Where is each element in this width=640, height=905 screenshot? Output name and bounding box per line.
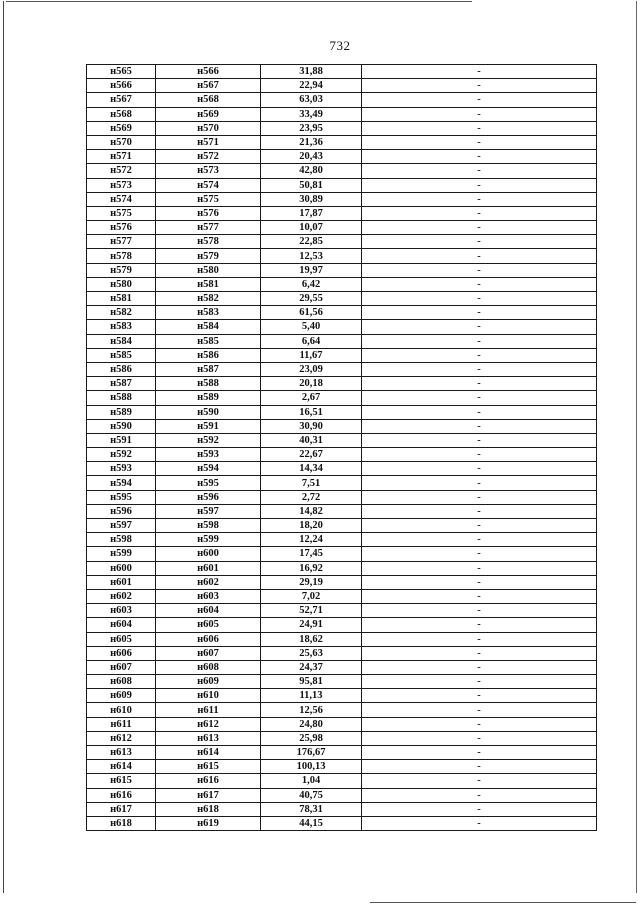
from-point-cell: н609 <box>87 689 156 703</box>
length-cell: 40,75 <box>261 788 362 802</box>
note-cell: - <box>362 675 597 689</box>
table-row <box>87 646 597 660</box>
note-cell: - <box>362 292 597 306</box>
note-cell: - <box>362 504 597 518</box>
table-row <box>87 703 597 717</box>
table-row <box>87 263 597 277</box>
to-point-cell: н589 <box>156 391 261 405</box>
note-cell: - <box>362 419 597 433</box>
to-point-cell: н573 <box>156 164 261 178</box>
note-cell: - <box>362 362 597 376</box>
length-cell: 24,80 <box>261 717 362 731</box>
from-point-cell: н600 <box>87 561 156 575</box>
from-point-cell: н583 <box>87 320 156 334</box>
table-row <box>87 675 597 689</box>
from-point-cell: н614 <box>87 760 156 774</box>
from-point-cell: н579 <box>87 263 156 277</box>
page-number: 732 <box>329 38 351 53</box>
note-cell: - <box>362 164 597 178</box>
table-row <box>87 462 597 476</box>
note-cell: - <box>362 746 597 760</box>
to-point-cell: н576 <box>156 206 261 220</box>
to-point-cell: н587 <box>156 362 261 376</box>
length-cell: 11,67 <box>261 348 362 362</box>
to-point-cell: н604 <box>156 604 261 618</box>
from-point-cell: н592 <box>87 448 156 462</box>
table-row <box>87 788 597 802</box>
from-point-cell: н582 <box>87 306 156 320</box>
length-cell: 5,40 <box>261 320 362 334</box>
table-row <box>87 362 597 376</box>
note-cell: - <box>362 448 597 462</box>
to-point-cell: н594 <box>156 462 261 476</box>
length-cell: 22,67 <box>261 448 362 462</box>
table-row <box>87 547 597 561</box>
length-cell: 17,45 <box>261 547 362 561</box>
from-point-cell: н612 <box>87 731 156 745</box>
table-row <box>87 618 597 632</box>
length-cell: 78,31 <box>261 802 362 816</box>
length-cell: 20,18 <box>261 377 362 391</box>
note-cell: - <box>362 547 597 561</box>
note-cell: - <box>362 604 597 618</box>
from-point-cell: н599 <box>87 547 156 561</box>
from-point-cell: н589 <box>87 405 156 419</box>
note-cell: - <box>362 561 597 575</box>
length-cell: 11,13 <box>261 689 362 703</box>
note-cell: - <box>362 717 597 731</box>
length-cell: 95,81 <box>261 675 362 689</box>
length-cell: 61,56 <box>261 306 362 320</box>
to-point-cell: н614 <box>156 746 261 760</box>
to-point-cell: н585 <box>156 334 261 348</box>
note-cell: - <box>362 178 597 192</box>
table-row <box>87 419 597 433</box>
to-point-cell: н610 <box>156 689 261 703</box>
to-point-cell: н618 <box>156 802 261 816</box>
to-point-cell: н568 <box>156 93 261 107</box>
table-row <box>87 249 597 263</box>
to-point-cell: н606 <box>156 632 261 646</box>
to-point-cell: н601 <box>156 561 261 575</box>
length-cell: 2,67 <box>261 391 362 405</box>
length-cell: 18,20 <box>261 519 362 533</box>
length-cell: 7,51 <box>261 476 362 490</box>
note-cell: - <box>362 589 597 603</box>
to-point-cell: н595 <box>156 476 261 490</box>
table-row <box>87 391 597 405</box>
from-point-cell: н570 <box>87 135 156 149</box>
scan-edge-bottom <box>370 902 636 903</box>
length-cell: 29,19 <box>261 575 362 589</box>
note-cell: - <box>362 249 597 263</box>
table-row <box>87 533 597 547</box>
scan-edge-right <box>636 1 637 893</box>
from-point-cell: н586 <box>87 362 156 376</box>
length-cell: 22,94 <box>261 79 362 93</box>
table-row <box>87 589 597 603</box>
table-row <box>87 65 597 79</box>
table-row <box>87 561 597 575</box>
to-point-cell: н605 <box>156 618 261 632</box>
table-row <box>87 660 597 674</box>
note-cell: - <box>362 788 597 802</box>
note-cell: - <box>362 731 597 745</box>
from-point-cell: н618 <box>87 816 156 830</box>
to-point-cell: н599 <box>156 533 261 547</box>
table-row <box>87 476 597 490</box>
length-cell: 30,89 <box>261 192 362 206</box>
note-cell: - <box>362 618 597 632</box>
note-cell: - <box>362 476 597 490</box>
table-row <box>87 277 597 291</box>
note-cell: - <box>362 575 597 589</box>
note-cell: - <box>362 348 597 362</box>
length-cell: 14,82 <box>261 504 362 518</box>
note-cell: - <box>362 107 597 121</box>
length-cell: 52,71 <box>261 604 362 618</box>
table-row <box>87 405 597 419</box>
table-row <box>87 433 597 447</box>
table-row <box>87 93 597 107</box>
from-point-cell: н581 <box>87 292 156 306</box>
length-cell: 30,90 <box>261 419 362 433</box>
length-cell: 10,07 <box>261 221 362 235</box>
length-cell: 14,34 <box>261 462 362 476</box>
length-cell: 23,95 <box>261 121 362 135</box>
length-cell: 29,55 <box>261 292 362 306</box>
from-point-cell: н587 <box>87 377 156 391</box>
length-cell: 24,37 <box>261 660 362 674</box>
to-point-cell: н602 <box>156 575 261 589</box>
from-point-cell: н607 <box>87 660 156 674</box>
to-point-cell: н612 <box>156 717 261 731</box>
from-point-cell: н611 <box>87 717 156 731</box>
to-point-cell: н578 <box>156 235 261 249</box>
from-point-cell: н594 <box>87 476 156 490</box>
to-point-cell: н608 <box>156 660 261 674</box>
to-point-cell: н574 <box>156 178 261 192</box>
to-point-cell: н570 <box>156 121 261 135</box>
length-cell: 12,24 <box>261 533 362 547</box>
to-point-cell: н616 <box>156 774 261 788</box>
length-cell: 24,91 <box>261 618 362 632</box>
from-point-cell: н616 <box>87 788 156 802</box>
from-point-cell: н573 <box>87 178 156 192</box>
from-point-cell: н590 <box>87 419 156 433</box>
from-point-cell: н580 <box>87 277 156 291</box>
from-point-cell: н601 <box>87 575 156 589</box>
length-cell: 25,63 <box>261 646 362 660</box>
note-cell: - <box>362 221 597 235</box>
length-cell: 7,02 <box>261 589 362 603</box>
note-cell: - <box>362 263 597 277</box>
length-cell: 44,15 <box>261 816 362 830</box>
to-point-cell: н603 <box>156 589 261 603</box>
table-row <box>87 79 597 93</box>
note-cell: - <box>362 533 597 547</box>
note-cell: - <box>362 689 597 703</box>
to-point-cell: н596 <box>156 490 261 504</box>
note-cell: - <box>362 79 597 93</box>
to-point-cell: н579 <box>156 249 261 263</box>
length-cell: 17,87 <box>261 206 362 220</box>
table-row <box>87 334 597 348</box>
to-point-cell: н583 <box>156 306 261 320</box>
from-point-cell: н567 <box>87 93 156 107</box>
table-row <box>87 746 597 760</box>
table-row <box>87 348 597 362</box>
table-row <box>87 448 597 462</box>
to-point-cell: н607 <box>156 646 261 660</box>
note-cell: - <box>362 646 597 660</box>
length-cell: 6,64 <box>261 334 362 348</box>
from-point-cell: н613 <box>87 746 156 760</box>
scan-edge-top <box>6 1 472 2</box>
table-row <box>87 632 597 646</box>
to-point-cell: н593 <box>156 448 261 462</box>
table-row <box>87 816 597 830</box>
length-cell: 19,97 <box>261 263 362 277</box>
length-cell: 22,85 <box>261 235 362 249</box>
note-cell: - <box>362 519 597 533</box>
from-point-cell: н595 <box>87 490 156 504</box>
table-row <box>87 689 597 703</box>
note-cell: - <box>362 277 597 291</box>
note-cell: - <box>362 802 597 816</box>
from-point-cell: н597 <box>87 519 156 533</box>
from-point-cell: н608 <box>87 675 156 689</box>
length-cell: 21,36 <box>261 135 362 149</box>
from-point-cell: н588 <box>87 391 156 405</box>
length-cell: 16,92 <box>261 561 362 575</box>
length-cell: 1,04 <box>261 774 362 788</box>
note-cell: - <box>362 816 597 830</box>
note-cell: - <box>362 391 597 405</box>
from-point-cell: н576 <box>87 221 156 235</box>
from-point-cell: н593 <box>87 462 156 476</box>
length-cell: 12,53 <box>261 249 362 263</box>
to-point-cell: н581 <box>156 277 261 291</box>
to-point-cell: н591 <box>156 419 261 433</box>
from-point-cell: н569 <box>87 121 156 135</box>
table-row <box>87 235 597 249</box>
length-cell: 42,80 <box>261 164 362 178</box>
note-cell: - <box>362 150 597 164</box>
from-point-cell: н606 <box>87 646 156 660</box>
to-point-cell: н609 <box>156 675 261 689</box>
note-cell: - <box>362 377 597 391</box>
from-point-cell: н604 <box>87 618 156 632</box>
from-point-cell: н603 <box>87 604 156 618</box>
to-point-cell: н592 <box>156 433 261 447</box>
to-point-cell: н613 <box>156 731 261 745</box>
note-cell: - <box>362 235 597 249</box>
length-cell: 100,13 <box>261 760 362 774</box>
length-cell: 40,31 <box>261 433 362 447</box>
table-body <box>87 65 597 831</box>
note-cell: - <box>362 774 597 788</box>
note-cell: - <box>362 93 597 107</box>
to-point-cell: н580 <box>156 263 261 277</box>
note-cell: - <box>362 306 597 320</box>
length-cell: 50,81 <box>261 178 362 192</box>
note-cell: - <box>362 632 597 646</box>
from-point-cell: н591 <box>87 433 156 447</box>
table-row <box>87 760 597 774</box>
from-point-cell: н602 <box>87 589 156 603</box>
table-row <box>87 107 597 121</box>
from-point-cell: н615 <box>87 774 156 788</box>
note-cell: - <box>362 121 597 135</box>
to-point-cell: н619 <box>156 816 261 830</box>
from-point-cell: н568 <box>87 107 156 121</box>
table-row <box>87 192 597 206</box>
to-point-cell: н617 <box>156 788 261 802</box>
note-cell: - <box>362 192 597 206</box>
length-cell: 25,98 <box>261 731 362 745</box>
length-cell: 6,42 <box>261 277 362 291</box>
to-point-cell: н575 <box>156 192 261 206</box>
length-cell: 63,03 <box>261 93 362 107</box>
table-row <box>87 135 597 149</box>
to-point-cell: н582 <box>156 292 261 306</box>
to-point-cell: н586 <box>156 348 261 362</box>
from-point-cell: н605 <box>87 632 156 646</box>
length-cell: 2,72 <box>261 490 362 504</box>
from-point-cell: н577 <box>87 235 156 249</box>
length-cell: 33,49 <box>261 107 362 121</box>
coordinates-table <box>86 64 597 831</box>
from-point-cell: н598 <box>87 533 156 547</box>
table-row <box>87 292 597 306</box>
from-point-cell: н585 <box>87 348 156 362</box>
to-point-cell: н577 <box>156 221 261 235</box>
to-point-cell: н590 <box>156 405 261 419</box>
to-point-cell: н571 <box>156 135 261 149</box>
table-row <box>87 377 597 391</box>
to-point-cell: н588 <box>156 377 261 391</box>
note-cell: - <box>362 660 597 674</box>
note-cell: - <box>362 135 597 149</box>
to-point-cell: н566 <box>156 65 261 79</box>
from-point-cell: н596 <box>87 504 156 518</box>
to-point-cell: н584 <box>156 320 261 334</box>
note-cell: - <box>362 433 597 447</box>
note-cell: - <box>362 405 597 419</box>
from-point-cell: н572 <box>87 164 156 178</box>
length-cell: 23,09 <box>261 362 362 376</box>
to-point-cell: н597 <box>156 504 261 518</box>
table-row <box>87 802 597 816</box>
table-row <box>87 150 597 164</box>
table-row <box>87 604 597 618</box>
table-row <box>87 774 597 788</box>
from-point-cell: н610 <box>87 703 156 717</box>
to-point-cell: н600 <box>156 547 261 561</box>
table-row <box>87 164 597 178</box>
note-cell: - <box>362 334 597 348</box>
length-cell: 18,62 <box>261 632 362 646</box>
to-point-cell: н598 <box>156 519 261 533</box>
note-cell: - <box>362 206 597 220</box>
length-cell: 31,88 <box>261 65 362 79</box>
table-row <box>87 221 597 235</box>
from-point-cell: н578 <box>87 249 156 263</box>
note-cell: - <box>362 703 597 717</box>
to-point-cell: н615 <box>156 760 261 774</box>
from-point-cell: н617 <box>87 802 156 816</box>
from-point-cell: н565 <box>87 65 156 79</box>
table-row <box>87 121 597 135</box>
scan-edge-left <box>3 1 4 893</box>
from-point-cell: н571 <box>87 150 156 164</box>
table-row <box>87 306 597 320</box>
to-point-cell: н567 <box>156 79 261 93</box>
note-cell: - <box>362 490 597 504</box>
from-point-cell: н574 <box>87 192 156 206</box>
to-point-cell: н569 <box>156 107 261 121</box>
length-cell: 176,67 <box>261 746 362 760</box>
note-cell: - <box>362 760 597 774</box>
table-row <box>87 575 597 589</box>
from-point-cell: н566 <box>87 79 156 93</box>
note-cell: - <box>362 320 597 334</box>
table-row <box>87 490 597 504</box>
table-row <box>87 504 597 518</box>
length-cell: 20,43 <box>261 150 362 164</box>
length-cell: 16,51 <box>261 405 362 419</box>
table-row <box>87 320 597 334</box>
length-cell: 12,56 <box>261 703 362 717</box>
to-point-cell: н572 <box>156 150 261 164</box>
from-point-cell: н575 <box>87 206 156 220</box>
note-cell: - <box>362 462 597 476</box>
to-point-cell: н611 <box>156 703 261 717</box>
table-row <box>87 206 597 220</box>
table-row <box>87 731 597 745</box>
table-row <box>87 178 597 192</box>
note-cell: - <box>362 65 597 79</box>
from-point-cell: н584 <box>87 334 156 348</box>
table-row <box>87 717 597 731</box>
table-row <box>87 519 597 533</box>
